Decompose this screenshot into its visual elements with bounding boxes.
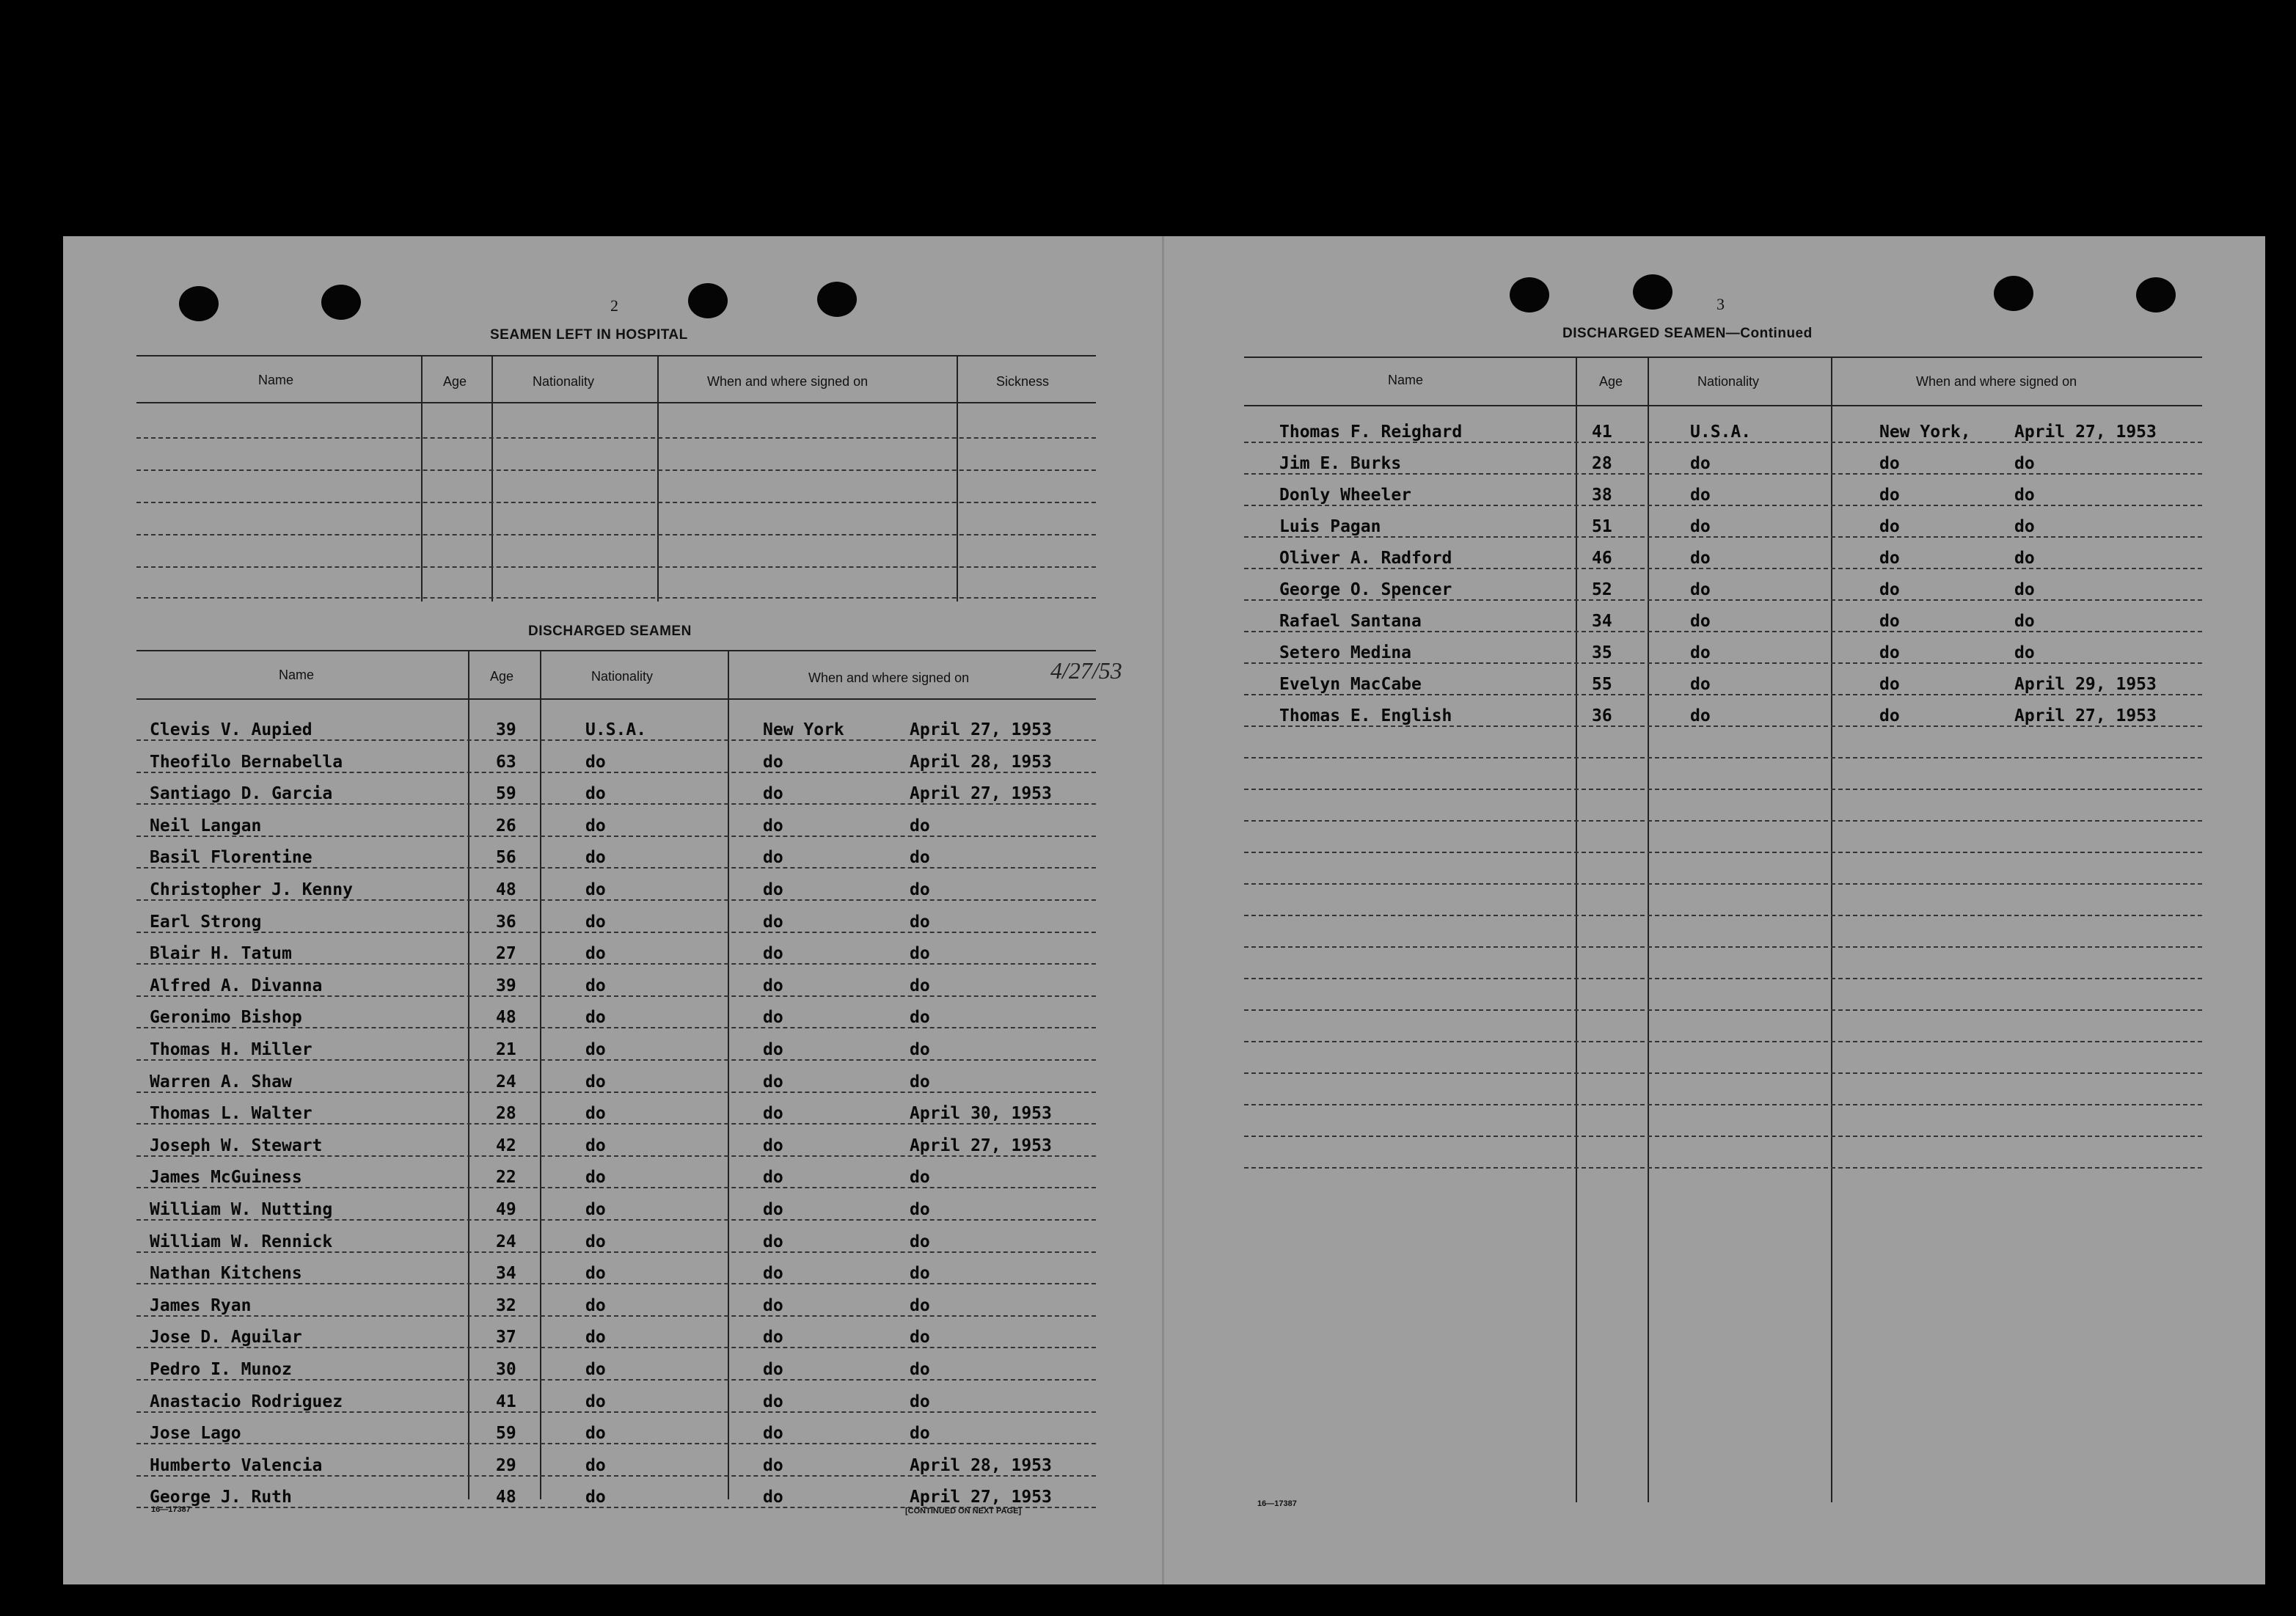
right-table-header-rule bbox=[1244, 405, 2202, 406]
seaman-nationality: do bbox=[585, 1168, 606, 1188]
seaman-name: Thomas F. Reighard bbox=[1279, 423, 1463, 442]
seaman-nationality: do bbox=[585, 848, 606, 868]
seaman-name: Thomas L. Walter bbox=[150, 1104, 312, 1124]
seaman-nationality: do bbox=[585, 1424, 606, 1444]
signed-on-date: do bbox=[910, 848, 930, 868]
ruled-line bbox=[1244, 473, 2202, 475]
seaman-name: James Ryan bbox=[150, 1295, 252, 1315]
signed-on-date: do bbox=[910, 1168, 930, 1188]
ruled-line bbox=[136, 597, 1096, 599]
seaman-nationality: do bbox=[585, 1040, 606, 1059]
signed-on-date: April 27, 1953 bbox=[2014, 423, 2157, 442]
ruled-line bbox=[1244, 505, 2202, 506]
seaman-name: James McGuiness bbox=[150, 1168, 302, 1188]
punch-hole bbox=[321, 285, 361, 320]
punch-hole bbox=[1633, 274, 1672, 310]
seaman-age: 26 bbox=[496, 816, 516, 836]
hospital-section-title: SEAMEN LEFT IN HOSPITAL bbox=[490, 327, 688, 343]
ruled-line bbox=[136, 1027, 1096, 1028]
seaman-age: 30 bbox=[496, 1360, 516, 1379]
signed-on-place: do bbox=[1879, 706, 1900, 725]
seaman-age: 59 bbox=[496, 784, 516, 804]
signed-on-place: New York, bbox=[1879, 423, 1971, 442]
ruled-line bbox=[136, 1411, 1096, 1413]
ruled-line bbox=[136, 566, 1096, 568]
punch-hole bbox=[179, 286, 219, 321]
seaman-name: Santiago D. Garcia bbox=[150, 784, 333, 804]
signed-on-place: do bbox=[763, 1008, 783, 1028]
ruled-line bbox=[136, 963, 1096, 965]
signed-on-date: do bbox=[910, 816, 930, 836]
ruled-line bbox=[136, 803, 1096, 805]
hospital-table-header-rule bbox=[136, 402, 1096, 403]
ruled-line bbox=[136, 1475, 1096, 1477]
seaman-nationality: do bbox=[585, 784, 606, 804]
signed-on-date: do bbox=[910, 1008, 930, 1028]
seaman-nationality: do bbox=[585, 1072, 606, 1092]
column-divider bbox=[540, 651, 541, 1499]
seaman-nationality: do bbox=[585, 944, 606, 964]
seaman-age: 34 bbox=[1592, 612, 1612, 631]
column-header-sickness: Sickness bbox=[996, 374, 1050, 389]
page-fold bbox=[1162, 236, 1164, 1584]
signed-on-date: April 28, 1953 bbox=[910, 1455, 1052, 1475]
ruled-line bbox=[1244, 852, 2202, 853]
signed-on-date: April 27, 1953 bbox=[910, 784, 1052, 804]
seaman-age: 41 bbox=[496, 1392, 516, 1411]
continued-note: [CONTINUED ON NEXT PAGE] bbox=[905, 1507, 1022, 1516]
signed-on-date: do bbox=[910, 1360, 930, 1379]
right-table-top-rule bbox=[1244, 357, 2202, 358]
ruled-line bbox=[136, 836, 1096, 837]
signed-on-place: do bbox=[763, 976, 783, 995]
seaman-nationality: do bbox=[585, 1232, 606, 1251]
seaman-age: 34 bbox=[496, 1264, 516, 1284]
seaman-name: Evelyn MacCabe bbox=[1279, 675, 1422, 694]
discharged-continued-title: DISCHARGED SEAMEN—Continued bbox=[1562, 326, 1813, 341]
seaman-nationality: do bbox=[585, 752, 606, 772]
ruled-line bbox=[1244, 1104, 2202, 1105]
column-divider bbox=[468, 651, 469, 1499]
seaman-age: 39 bbox=[496, 976, 516, 995]
signed-on-date: do bbox=[910, 1328, 930, 1348]
seaman-age: 28 bbox=[1592, 454, 1612, 473]
seaman-name: Alfred A. Divanna bbox=[150, 976, 323, 995]
signed-on-date: do bbox=[910, 1072, 930, 1092]
ruled-line bbox=[136, 1443, 1096, 1444]
seaman-nationality: do bbox=[585, 1392, 606, 1411]
seaman-name: Jim E. Burks bbox=[1279, 454, 1402, 473]
seaman-nationality: do bbox=[1690, 580, 1711, 599]
ruled-line bbox=[1244, 1167, 2202, 1169]
seaman-age: 51 bbox=[1592, 517, 1612, 536]
signed-on-place: do bbox=[763, 816, 783, 836]
signed-on-place: do bbox=[1879, 643, 1900, 662]
ruled-line bbox=[1244, 789, 2202, 790]
column-header-age: Age bbox=[443, 374, 467, 389]
ruled-line bbox=[136, 1092, 1096, 1093]
signed-on-place: do bbox=[1879, 486, 1900, 505]
seaman-name: Joseph W. Stewart bbox=[150, 1136, 323, 1155]
signed-on-date: do bbox=[910, 1392, 930, 1411]
seaman-name: Thomas H. Miller bbox=[150, 1040, 312, 1059]
seaman-name: Humberto Valencia bbox=[150, 1455, 323, 1475]
column-header-name: Name bbox=[1388, 373, 1424, 387]
hospital-table-top-rule bbox=[136, 355, 1096, 357]
seaman-nationality: do bbox=[585, 880, 606, 899]
column-header-nationality: Nationality bbox=[591, 669, 654, 684]
seaman-nationality: do bbox=[585, 1264, 606, 1284]
ruled-line bbox=[1244, 1009, 2202, 1011]
column-header-age: Age bbox=[1599, 374, 1623, 389]
seaman-nationality: U.S.A. bbox=[1690, 423, 1752, 442]
signed-on-place: do bbox=[1879, 454, 1900, 473]
ruled-line bbox=[136, 1283, 1096, 1284]
seaman-name: Neil Langan bbox=[150, 816, 262, 836]
ruled-line bbox=[1244, 694, 2202, 695]
ruled-line bbox=[1244, 883, 2202, 885]
seaman-age: 56 bbox=[496, 848, 516, 868]
column-divider bbox=[1576, 358, 1577, 1502]
signed-on-place: do bbox=[763, 1424, 783, 1444]
signed-on-place: New York bbox=[763, 720, 844, 739]
column-header-signed-on: When and where signed on bbox=[808, 670, 970, 685]
signed-on-date: do bbox=[910, 1424, 930, 1444]
signed-on-date: April 28, 1953 bbox=[910, 752, 1052, 772]
signed-on-date: do bbox=[910, 880, 930, 899]
ruled-line bbox=[136, 1379, 1096, 1381]
seaman-nationality: do bbox=[585, 1295, 606, 1315]
ruled-line bbox=[136, 437, 1096, 439]
seaman-age: 48 bbox=[496, 1008, 516, 1028]
seaman-nationality: do bbox=[585, 1455, 606, 1475]
seaman-name: Setero Medina bbox=[1279, 643, 1412, 662]
column-header-name: Name bbox=[279, 668, 315, 682]
signed-on-date: April 27, 1953 bbox=[2014, 706, 2157, 725]
seaman-name: George J. Ruth bbox=[150, 1488, 292, 1507]
column-header-nationality: Nationality bbox=[533, 374, 595, 389]
signed-on-place: do bbox=[763, 1200, 783, 1219]
seaman-age: 21 bbox=[496, 1040, 516, 1059]
ruled-line bbox=[1244, 631, 2202, 632]
punch-hole bbox=[688, 283, 728, 318]
ruled-line bbox=[1244, 1041, 2202, 1042]
seaman-age: 28 bbox=[496, 1104, 516, 1124]
page-number: 3 bbox=[1716, 295, 1725, 313]
signed-on-place: do bbox=[763, 1072, 783, 1092]
column-divider bbox=[957, 357, 958, 602]
seaman-name: Donly Wheeler bbox=[1279, 486, 1412, 505]
signed-on-place: do bbox=[1879, 549, 1900, 568]
ruled-line bbox=[1244, 725, 2202, 727]
column-divider bbox=[421, 357, 423, 602]
signed-on-date: do bbox=[910, 1295, 930, 1315]
signed-on-place: do bbox=[1879, 517, 1900, 536]
seaman-nationality: do bbox=[585, 1008, 606, 1028]
seaman-name: Clevis V. Aupied bbox=[150, 720, 312, 739]
seaman-name: Earl Strong bbox=[150, 912, 262, 932]
seaman-nationality: do bbox=[1690, 486, 1711, 505]
signed-on-date: do bbox=[2014, 517, 2035, 536]
signed-on-date: do bbox=[910, 1200, 930, 1219]
ruled-line bbox=[136, 469, 1096, 471]
form-number: 16—17387 bbox=[151, 1505, 191, 1514]
signed-on-place: do bbox=[763, 1455, 783, 1475]
seaman-age: 24 bbox=[496, 1072, 516, 1092]
ruled-line bbox=[1244, 757, 2202, 758]
seaman-name: Christopher J. Kenny bbox=[150, 880, 353, 899]
ruled-line bbox=[1244, 536, 2202, 538]
seaman-age: 32 bbox=[496, 1295, 516, 1315]
signed-on-date: April 29, 1953 bbox=[2014, 675, 2157, 694]
seaman-age: 48 bbox=[496, 880, 516, 899]
ruled-line bbox=[1244, 599, 2202, 601]
signed-on-date: do bbox=[2014, 549, 2035, 568]
ruled-line bbox=[136, 1187, 1096, 1188]
seaman-nationality: do bbox=[585, 1200, 606, 1219]
column-header-signed-on: When and where signed on bbox=[1916, 374, 2077, 389]
seaman-age: 37 bbox=[496, 1328, 516, 1348]
seaman-age: 63 bbox=[496, 752, 516, 772]
page-number: 2 bbox=[610, 296, 618, 315]
seaman-name: Nathan Kitchens bbox=[150, 1264, 302, 1284]
column-header-nationality: Nationality bbox=[1697, 374, 1760, 389]
seaman-name: Anastacio Rodriguez bbox=[150, 1392, 343, 1411]
discharged-section-title: DISCHARGED SEAMEN bbox=[528, 624, 692, 639]
ruled-line bbox=[136, 1219, 1096, 1221]
seaman-name: William W. Nutting bbox=[150, 1200, 333, 1219]
seaman-nationality: do bbox=[1690, 675, 1711, 694]
signed-on-place: do bbox=[1879, 612, 1900, 631]
ruled-line bbox=[136, 739, 1096, 741]
seaman-nationality: do bbox=[585, 976, 606, 995]
column-header-age: Age bbox=[490, 669, 514, 684]
ruled-line bbox=[136, 932, 1096, 933]
signed-on-date: April 27, 1953 bbox=[910, 1488, 1052, 1507]
signed-on-date: April 27, 1953 bbox=[910, 1136, 1052, 1155]
seaman-nationality: do bbox=[1690, 517, 1711, 536]
ruled-line bbox=[1244, 1072, 2202, 1074]
handwritten-date: 4/27/53 bbox=[1050, 657, 1122, 684]
signed-on-place: do bbox=[763, 880, 783, 899]
seaman-age: 41 bbox=[1592, 423, 1612, 442]
signed-on-place: do bbox=[763, 1136, 783, 1155]
signed-on-place: do bbox=[763, 784, 783, 804]
signed-on-place: do bbox=[763, 752, 783, 772]
seaman-name: Blair H. Tatum bbox=[150, 944, 292, 964]
signed-on-place: do bbox=[763, 848, 783, 868]
seaman-age: 39 bbox=[496, 720, 516, 739]
seaman-name: Rafael Santana bbox=[1279, 612, 1422, 631]
column-divider bbox=[1648, 358, 1649, 1502]
ruled-line bbox=[136, 772, 1096, 773]
signed-on-date: do bbox=[910, 1232, 930, 1251]
seaman-age: 35 bbox=[1592, 643, 1612, 662]
seaman-age: 59 bbox=[496, 1424, 516, 1444]
seaman-age: 29 bbox=[496, 1455, 516, 1475]
punch-hole bbox=[817, 282, 857, 317]
signed-on-place: do bbox=[763, 944, 783, 964]
punch-hole bbox=[1994, 276, 2033, 311]
column-header-name: Name bbox=[258, 373, 294, 387]
seaman-nationality: do bbox=[1690, 549, 1711, 568]
seaman-nationality: do bbox=[585, 816, 606, 836]
ruled-line bbox=[1244, 915, 2202, 916]
signed-on-date: do bbox=[2014, 643, 2035, 662]
signed-on-date: do bbox=[910, 944, 930, 964]
seaman-age: 36 bbox=[1592, 706, 1612, 725]
seaman-nationality: do bbox=[585, 1360, 606, 1379]
signed-on-place: do bbox=[763, 1168, 783, 1188]
signed-on-place: do bbox=[763, 1360, 783, 1379]
ruled-line bbox=[1244, 1136, 2202, 1137]
seaman-nationality: U.S.A. bbox=[585, 720, 647, 739]
column-divider bbox=[728, 651, 729, 1499]
seaman-age: 22 bbox=[496, 1168, 516, 1188]
column-divider bbox=[657, 357, 659, 602]
signed-on-place: do bbox=[763, 1488, 783, 1507]
signed-on-place: do bbox=[1879, 580, 1900, 599]
seaman-name: Pedro I. Munoz bbox=[150, 1360, 292, 1379]
signed-on-date: do bbox=[2014, 580, 2035, 599]
ruled-line bbox=[1244, 820, 2202, 822]
signed-on-date: April 30, 1953 bbox=[910, 1104, 1052, 1124]
signed-on-place: do bbox=[1879, 675, 1900, 694]
signed-on-date: do bbox=[910, 912, 930, 932]
signed-on-date: do bbox=[910, 976, 930, 995]
seaman-age: 48 bbox=[496, 1488, 516, 1507]
seaman-nationality: do bbox=[1690, 612, 1711, 631]
form-number: 16—17387 bbox=[1257, 1499, 1297, 1508]
seaman-nationality: do bbox=[585, 1488, 606, 1507]
column-divider bbox=[491, 357, 493, 602]
seaman-age: 49 bbox=[496, 1200, 516, 1219]
seaman-nationality: do bbox=[585, 1328, 606, 1348]
ruled-line bbox=[1244, 946, 2202, 948]
ruled-line bbox=[136, 1123, 1096, 1125]
ruled-line bbox=[136, 899, 1096, 901]
discharged-table-top-rule bbox=[136, 650, 1096, 651]
seaman-nationality: do bbox=[1690, 454, 1711, 473]
seaman-nationality: do bbox=[585, 1136, 606, 1155]
punch-hole bbox=[2136, 277, 2176, 312]
ruled-line bbox=[1244, 662, 2202, 664]
seaman-age: 55 bbox=[1592, 675, 1612, 694]
signed-on-date: do bbox=[2014, 612, 2035, 631]
ruled-line bbox=[136, 1155, 1096, 1157]
column-divider bbox=[1831, 358, 1832, 1502]
ruled-line bbox=[136, 1347, 1096, 1348]
signed-on-date: April 27, 1953 bbox=[910, 720, 1052, 739]
punch-hole bbox=[1510, 277, 1549, 312]
signed-on-place: do bbox=[763, 1104, 783, 1124]
ruled-line bbox=[136, 534, 1096, 535]
ruled-line bbox=[136, 502, 1096, 503]
signed-on-date: do bbox=[910, 1264, 930, 1284]
signed-on-place: do bbox=[763, 1328, 783, 1348]
signed-on-place: do bbox=[763, 1232, 783, 1251]
column-header-signed-on: When and where signed on bbox=[707, 374, 869, 389]
seaman-age: 24 bbox=[496, 1232, 516, 1251]
signed-on-date: do bbox=[910, 1040, 930, 1059]
ruled-line bbox=[136, 1315, 1096, 1317]
signed-on-place: do bbox=[763, 1264, 783, 1284]
signed-on-place: do bbox=[763, 1040, 783, 1059]
seaman-age: 42 bbox=[496, 1136, 516, 1155]
seaman-name: Oliver A. Radford bbox=[1279, 549, 1452, 568]
seaman-name: Luis Pagan bbox=[1279, 517, 1381, 536]
discharged-table-header-rule bbox=[136, 698, 1096, 700]
ruled-line bbox=[1244, 978, 2202, 979]
seaman-age: 27 bbox=[496, 944, 516, 964]
signed-on-date: do bbox=[2014, 454, 2035, 473]
seaman-nationality: do bbox=[1690, 643, 1711, 662]
seaman-name: Jose Lago bbox=[150, 1424, 241, 1444]
ruled-line bbox=[136, 1251, 1096, 1253]
signed-on-place: do bbox=[763, 1295, 783, 1315]
seaman-name: William W. Rennick bbox=[150, 1232, 333, 1251]
seaman-age: 36 bbox=[496, 912, 516, 932]
seaman-name: Thomas E. English bbox=[1279, 706, 1452, 725]
signed-on-date: do bbox=[2014, 486, 2035, 505]
seaman-name: George O. Spencer bbox=[1279, 580, 1452, 599]
seaman-nationality: do bbox=[585, 1104, 606, 1124]
signed-on-place: do bbox=[763, 912, 783, 932]
seaman-name: Geronimo Bishop bbox=[150, 1008, 302, 1028]
seaman-name: Basil Florentine bbox=[150, 848, 312, 868]
seaman-name: Warren A. Shaw bbox=[150, 1072, 292, 1092]
seaman-nationality: do bbox=[1690, 706, 1711, 725]
ruled-line bbox=[136, 995, 1096, 997]
ruled-line bbox=[136, 1059, 1096, 1061]
seaman-age: 38 bbox=[1592, 486, 1612, 505]
signed-on-place: do bbox=[763, 1392, 783, 1411]
seaman-name: Theofilo Bernabella bbox=[150, 752, 343, 772]
seaman-age: 52 bbox=[1592, 580, 1612, 599]
ruled-line bbox=[136, 867, 1096, 869]
ruled-line bbox=[1244, 568, 2202, 569]
ruled-line bbox=[1244, 442, 2202, 443]
seaman-name: Jose D. Aguilar bbox=[150, 1328, 302, 1348]
seaman-age: 46 bbox=[1592, 549, 1612, 568]
seaman-nationality: do bbox=[585, 912, 606, 932]
